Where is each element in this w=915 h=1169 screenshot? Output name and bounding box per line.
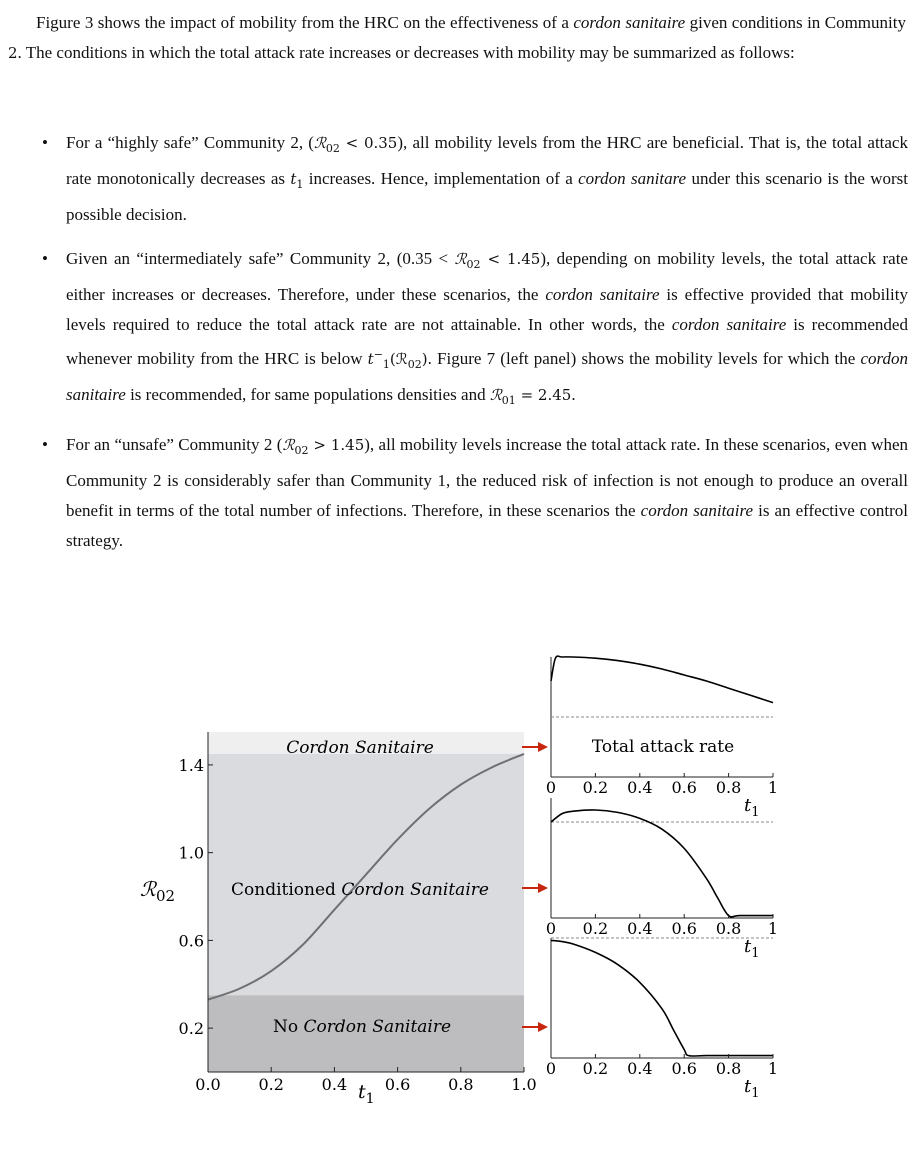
arrow-bot (522, 1022, 548, 1032)
right-panel (546, 938, 778, 1101)
region-top-label: Cordon Sanitaire (286, 738, 434, 758)
left-x-label: $t_1$ (358, 1081, 375, 1107)
right-x-tick-label: 0.4 (627, 1059, 653, 1078)
right-x-tick-label: 0 (545, 1059, 557, 1078)
left-y-tick-label: 0.2 (178, 1019, 204, 1039)
right-x-tick-label: 0.8 (715, 919, 742, 938)
right-x-tick-label: 0.4 (627, 778, 653, 797)
right-x-tick-label: 0.8 (715, 1059, 742, 1078)
intro-paragraph: Figure 3 shows the impact of mobility from the HRC on the effectiveness of a cordon sanitaire given conditions in Community 2. The conditions in which the total attack rate increases or decreases with mobility may be summarized as follows: (8, 13, 906, 62)
bullet-list (24, 128, 908, 570)
bullet-item-intermediately-safe: • Given an “intermediately safe” Community 2, (0.35 < ℛ$_{02}$ < 1.45), depending on mobility levels, the total attack rate either increases or decreases. Therefore, under these scenarios, the cordon sanitaire is effective provided that mobility levels required to reduce the total attack rate are not attainable. In other words, the cordon sanitaire is recommended whenever mobility from the HRC is below $t^-_1(ℛ_{02})$. Figure 7 (left panel) shows the mobility levels for which the cordon sanitaire is recommended, for same populations densities and ℛ$_{01}$ = 2.45. (42, 249, 909, 407)
right-x-tick-label: 0.6 (671, 778, 697, 797)
region-mid-label: Conditioned Cordon Sanitaire (231, 880, 489, 900)
left-x-tick-label: 0.6 (384, 1075, 411, 1094)
figure (0, 640, 915, 1165)
left-y-tick-label: 1.0 (178, 843, 204, 863)
left-x-tick-label: 0.4 (321, 1075, 348, 1094)
right-x-tick-label: 0.6 (671, 919, 697, 938)
right-x-tick-label: 0.2 (582, 1059, 609, 1078)
right-x-label: $t_1$ (744, 795, 760, 820)
total-attack-rate-label: Total attack rate (591, 737, 735, 757)
right-x-tick-label: 0.6 (671, 1059, 697, 1078)
arrows (522, 742, 548, 1032)
right-x-tick-label: 0.2 (582, 919, 609, 938)
arrow-top (522, 742, 548, 752)
right-x-tick-label: 1 (767, 1059, 779, 1078)
left-x-tick-label: 0.8 (448, 1075, 474, 1094)
bullet-item-unsafe: • For an “unsafe” Community 2 (ℛ$_{02}$ > 1.45), all mobility levels increase the total attack rate. In these scenarios, even when Community 2 is considerably safer than Community 1, the reduced risk of infection is not enough to produce an overall benefit in terms of the total number of infections. Therefore, in these scenarios the cordon sanitaire is an effective control strategy. (42, 435, 908, 550)
arrow-mid (522, 883, 548, 893)
right-x-tick-label: 0.8 (715, 778, 742, 797)
right-x-label: $t_1$ (744, 936, 760, 961)
left-y-tick-label: 1.4 (178, 755, 204, 775)
right-x-label: $t_1$ (744, 1076, 760, 1101)
left-panel (140, 732, 537, 1107)
right-x-tick-label: 0.2 (582, 778, 609, 797)
left-y-label: ℛ$_{02}$ (140, 877, 176, 905)
right-panel (546, 798, 778, 961)
attack-rate-curve (551, 810, 773, 917)
right-x-tick-label: 1 (767, 919, 779, 938)
bullet-item-highly-safe: • For a “highly safe” Community 2, (ℛ$_{02}$ < 0.35), all mobility levels from the HRC are beneficial. That is, the total attack rate monotonically decreases as $t_1$ increases. Hence, implementation of a cordon sanitare under this scenario is the worst possible decision. (42, 133, 908, 224)
attack-rate-curve (551, 656, 773, 702)
left-x-tick-label: 0.0 (195, 1075, 221, 1094)
left-x-tick-label: 0.2 (258, 1075, 284, 1094)
left-y-tick-label: 0.6 (178, 931, 204, 951)
region-bot-label: No Cordon Sanitaire (272, 1017, 452, 1037)
left-x-tick-label: 1.0 (511, 1075, 537, 1094)
right-panels (546, 656, 778, 1101)
right-x-tick-label: 0 (545, 778, 557, 797)
right-x-tick-label: 0.4 (627, 919, 653, 938)
right-x-tick-label: 1 (767, 778, 779, 797)
attack-rate-curve (551, 940, 773, 1056)
right-x-tick-label: 0 (545, 919, 557, 938)
